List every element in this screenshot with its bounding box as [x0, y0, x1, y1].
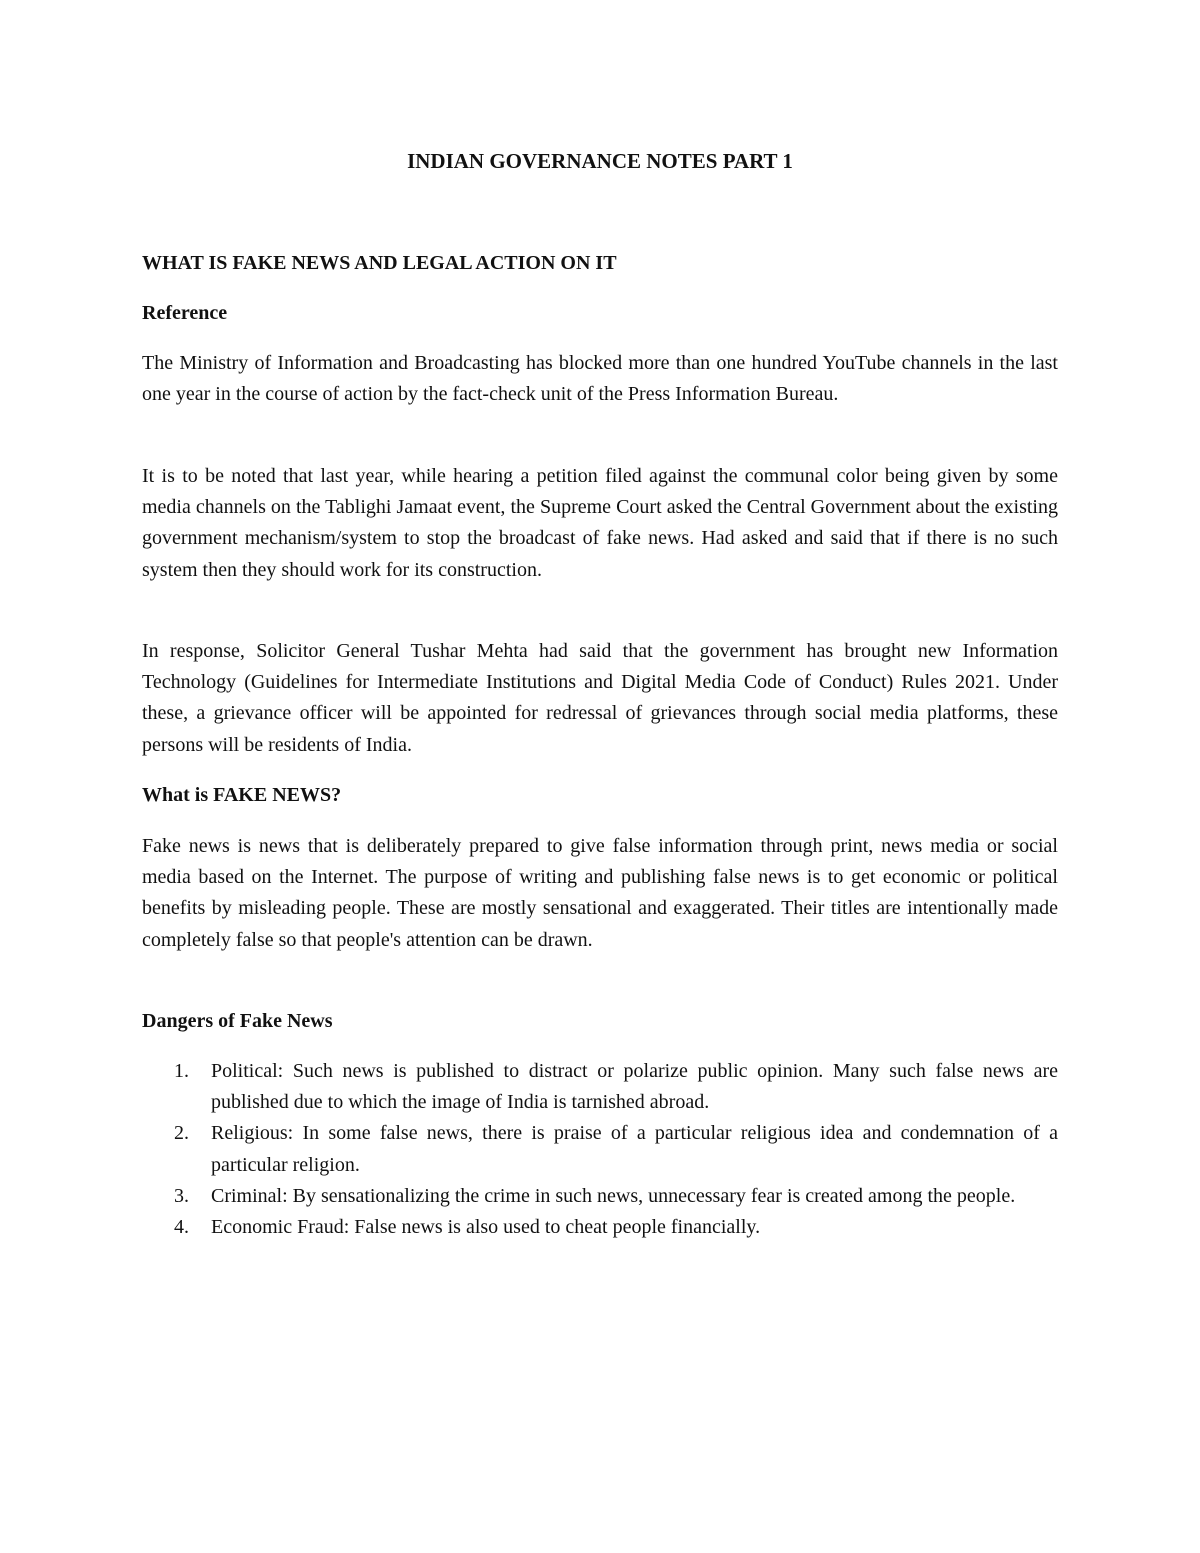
what-is-fake-news-heading: What is FAKE NEWS? — [142, 784, 342, 806]
list-item-number: 3. — [174, 1184, 189, 1207]
list-item-text: Criminal: By sensationalizing the crime in such news, unnecessary fear is created among the people. — [211, 1184, 1016, 1207]
reference-heading: Reference — [142, 302, 228, 324]
list-item — [142, 1181, 1058, 1212]
list-item — [142, 1212, 1058, 1243]
list-item-number: 1. — [174, 1060, 189, 1082]
dangers-list — [142, 1056, 1058, 1243]
list-item-number: 2. — [174, 1122, 189, 1145]
paragraph-fake-news-definition: Fake news is news that is deliberately prepared to give false information through print, news media or social media based on the Internet. The purpose of writing and publishing false news is to get economic or political benefits by misleading people. These are mostly sensational and exaggerated. Their titles are intentionally made completely false so that people's attention can be drawn. — [142, 835, 1058, 951]
dangers-heading: Dangers of Fake News — [142, 1010, 333, 1032]
list-item — [142, 1118, 1058, 1180]
document-title: INDIAN GOVERNANCE NOTES PART 1 — [407, 149, 793, 173]
paragraph-ministry-blocking: The Ministry of Information and Broadcasting has blocked more than one hundred YouTube channels in the last one year in the course of action by the fact-check unit of the Press Information Bureau. — [142, 352, 1058, 406]
list-item-number: 4. — [174, 1216, 189, 1239]
paragraph-solicitor-general: In response, Solicitor General Tushar Mehta had said that the government has brought new Information Technology (Guidelines for Intermediate Institutions and Digital Media Code of Conduct) Rules 2021. Under these, a grievance officer will be appointed for redressal of grievances through social media platforms, these persons will be residents of India. — [142, 640, 1058, 756]
list-item-text: Religious: In some false news, there is praise of a particular religious idea and condemnation of a particular religion. — [211, 1122, 1058, 1176]
list-item-text: Political: Such news is published to distract or polarize public opinion. Many such false news are published due to which the image of India is tarnished abroad. — [211, 1060, 1058, 1114]
paragraph-supreme-court: It is to be noted that last year, while hearing a petition filed against the communal color being given by some media channels on the Tablighi Jamaat event, the Supreme Court asked the Central Government about the existing government mechanism/system to stop the broadcast of fake news. Had asked and said that if there is no such system then they should work for its construction. — [142, 465, 1058, 581]
section-heading: WHAT IS FAKE NEWS AND LEGAL ACTION ON IT — [142, 252, 617, 274]
list-item — [142, 1056, 1058, 1118]
list-item-text: Economic Fraud: False news is also used to cheat people financially. — [211, 1216, 761, 1239]
